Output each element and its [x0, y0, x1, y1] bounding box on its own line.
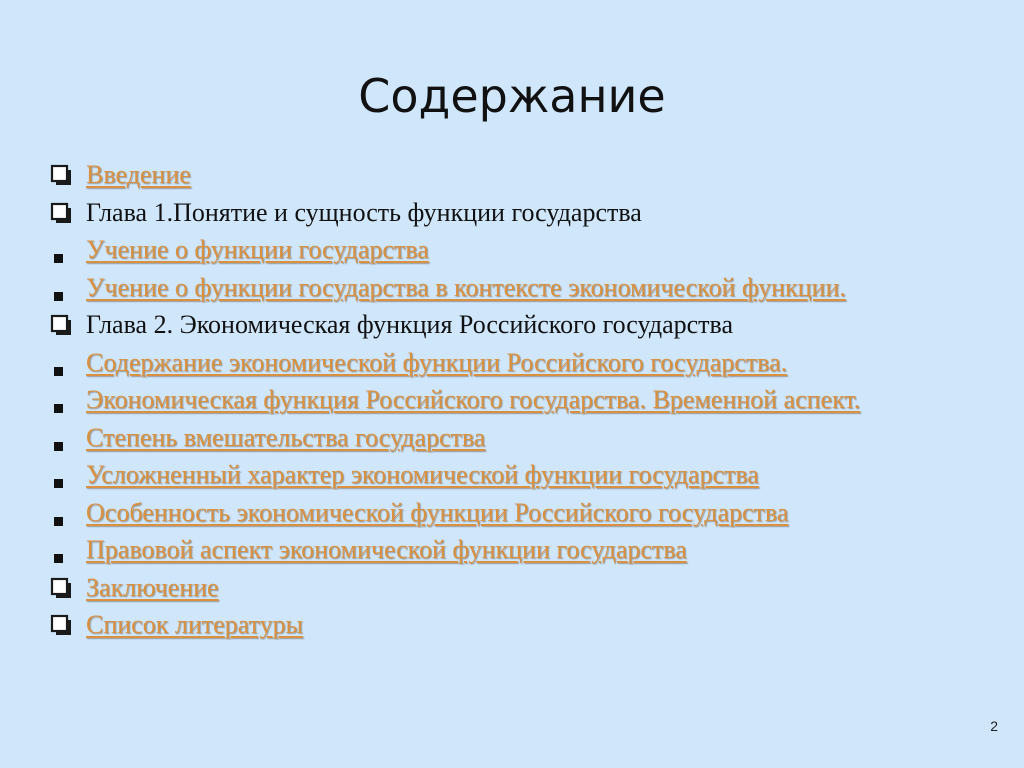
page-number: 2: [990, 718, 998, 734]
toc-item[interactable]: [48, 460, 978, 490]
toc-link: Степень вмешательства государства: [86, 422, 486, 452]
square-bullet-icon: [53, 467, 77, 491]
toc-item[interactable]: [48, 423, 978, 453]
toc-item[interactable]: [48, 273, 978, 303]
checkbox-bullet-icon: [50, 614, 74, 638]
slide-title: Содержание: [358, 69, 666, 123]
toc-item: [48, 310, 978, 340]
square-bullet-icon: [53, 242, 77, 266]
toc-link: Особенность экономической функции Российского государства: [86, 497, 789, 527]
toc-item[interactable]: [48, 498, 978, 528]
toc-link: Усложненный характер экономической функции государства: [86, 460, 759, 489]
toc-link: Экономическая функция Российского государства. Временной аспект.: [86, 385, 861, 414]
toc-chapter-heading: Глава 2. Экономическая функция Российского государства: [86, 310, 734, 339]
square-bullet-icon: [53, 430, 77, 454]
toc-link: Введение: [86, 160, 191, 189]
toc-item: [48, 198, 978, 228]
toc-link: Правовой аспект экономической функции государства: [86, 535, 687, 564]
square-bullet-icon: [53, 355, 77, 379]
toc-link: Учение о функции государства: [86, 235, 429, 264]
checkbox-bullet-icon: [50, 577, 74, 601]
checkbox-bullet-icon: [50, 202, 74, 226]
toc-link: Список литературы: [86, 610, 303, 639]
toc-item[interactable]: [48, 348, 978, 378]
square-bullet-icon: [53, 505, 77, 529]
checkbox-bullet-icon: [50, 164, 74, 188]
toc-item[interactable]: [48, 610, 978, 640]
toc-item[interactable]: [48, 385, 978, 415]
square-bullet-icon: [53, 280, 77, 304]
square-bullet-icon: [53, 392, 77, 416]
toc-link: Содержание экономической функции Российского государства.: [86, 347, 788, 377]
square-bullet-icon: [53, 542, 77, 566]
toc-chapter-heading: Глава 1.Понятие и сущность функции государства: [86, 197, 642, 227]
checkbox-bullet-icon: [50, 314, 74, 338]
toc-link: Заключение: [86, 572, 219, 602]
toc-item[interactable]: [48, 573, 978, 603]
table-of-contents: [48, 160, 978, 648]
toc-item[interactable]: [48, 535, 978, 565]
toc-item[interactable]: [48, 160, 978, 190]
toc-item[interactable]: [48, 235, 978, 265]
toc-link: Учение о функции государства в контексте экономической функции.: [86, 272, 846, 302]
